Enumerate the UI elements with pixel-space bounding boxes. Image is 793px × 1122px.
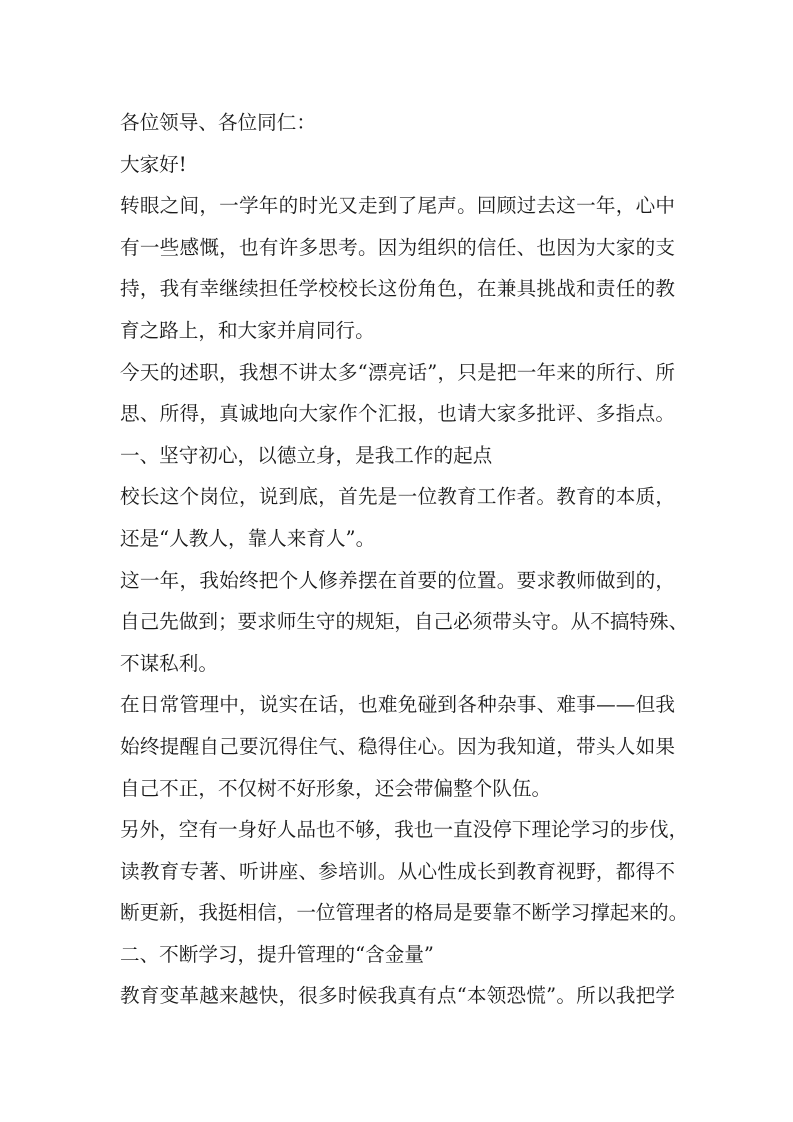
- paragraph-line: 不谋私利。: [120, 651, 218, 675]
- paragraph-line: 教育变革越来越快，很多时候我真有点“本领恐慌”。所以我把学: [120, 984, 675, 1008]
- paragraph-line: 另外，空有一身好人品也不够，我也一直没停下理论学习的步伐，: [120, 818, 689, 842]
- paragraph-line: 始终提醒自己要沉得住气、稳得住心。因为我知道，带头人如果: [120, 734, 675, 758]
- paragraph-line: 持，我有幸继续担任学校校长这份角色，在兼具挑战和责任的教: [120, 277, 675, 301]
- paragraph-line: 自己不正，不仅树不好形象，还会带偏整个队伍。: [120, 776, 552, 800]
- paragraph-line: 校长这个岗位，说到底，首先是一位教育工作者。教育的本质，: [120, 485, 675, 509]
- section-heading-2: 二、不断学习，提升管理的“含金量”: [120, 942, 434, 966]
- paragraph-line: 在日常管理中，说实在话，也难免碰到各种杂事、难事——但我: [120, 693, 675, 717]
- salutation: 各位领导、各位同仁：: [120, 111, 316, 134]
- paragraph-line: 还是“人教人，靠人来育人”。: [120, 526, 376, 550]
- paragraph-line: 育之路上，和大家并肩同行。: [120, 318, 375, 342]
- paragraph-line: 断更新，我挺相信，一位管理者的格局是要靠不断学习撑起来的。: [120, 901, 689, 925]
- section-heading-1: 一、坚守初心，以德立身，是我工作的起点: [120, 443, 493, 467]
- paragraph-line: 思、所得，真诚地向大家作个汇报，也请大家多批评、多指点。: [120, 402, 675, 426]
- document-page: [120, 102, 689, 1017]
- paragraph-line: 这一年，我始终把个人修养摆在首要的位置。要求教师做到的，: [120, 568, 675, 592]
- paragraph-line: 转眼之间，一学年的时光又走到了尾声。回顾过去这一年，心中: [120, 194, 675, 218]
- paragraph-line: 今天的述职，我想不讲太多“漂亮话”，只是把一年来的所行、所: [120, 360, 675, 384]
- paragraph-line: 自己先做到；要求师生守的规矩，自己必须带头守。从不搞特殊、: [120, 610, 689, 634]
- paragraph-line: 有一些感慨，也有许多思考。因为组织的信任、也因为大家的支: [120, 235, 675, 259]
- paragraph-line: 读教育专著、听讲座、参培训。从心性成长到教育视野，都得不: [120, 859, 675, 883]
- greeting: 大家好!: [120, 152, 187, 176]
